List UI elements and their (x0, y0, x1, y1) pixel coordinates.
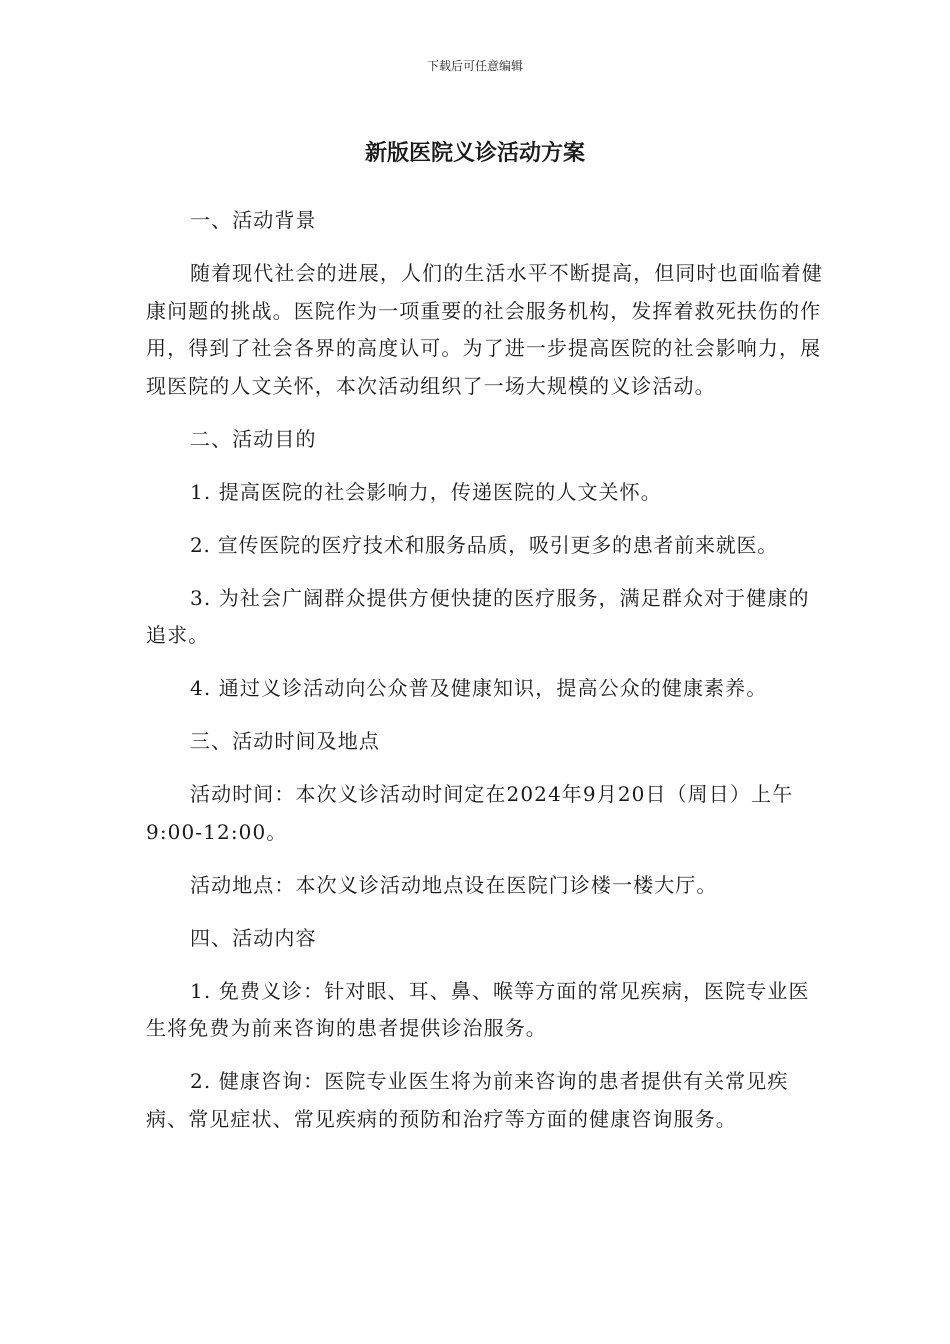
document-body (146, 202, 826, 1154)
background-paragraph: 随着现代社会的进展，人们的生活水平不断提高，但同时也面临着健康问题的挑战。医院作为一项重要的社会服务机构，发挥着救死扶伤的作用，得到了社会各界的高度认可。为了进一步提高医院的社会影响力，展现医院的人文关怀，本次活动组织了一场大规模的义诊活动。 (146, 261, 823, 398)
section-heading-time-place: 三、活动时间及地点 (190, 729, 380, 753)
activity-time-paragraph: 活动时间：本次义诊活动时间定在2024年9月20日（周日）上午9:00-12:00。 (146, 782, 794, 844)
purpose-item: 1. 提高医院的社会影响力，传递医院的人文关怀。 (190, 479, 662, 504)
content-item: 2. 健康咨询：医院专业医生将为前来咨询的患者提供有关常见疾病、常见症状、常见疾病的预防和治疗等方面的健康咨询服务。 (146, 1069, 789, 1131)
purpose-item: 4. 通过义诊活动向公众普及健康知识，提高公众的健康素养。 (190, 676, 768, 700)
purpose-item: 2. 宣传医院的医疗技术和服务品质，吸引更多的患者前来就医。 (190, 532, 778, 557)
purpose-item: 3. 为社会广阔群众提供方便快捷的医疗服务，满足群众对于健康的追求。 (146, 585, 810, 647)
header-note: 下载后可任意编辑 (426, 59, 523, 73)
section-heading-background: 一、活动背景 (190, 208, 317, 232)
document-title: 新版医院义诊活动方案 (364, 141, 585, 166)
content-item: 1. 免费义诊：针对眼、耳、鼻、喉等方面的常见疾病，医院专业医生将免费为前来咨询的患者提供诊治服务。 (146, 978, 810, 1040)
activity-place-paragraph: 活动地点：本次义诊活动地点设在医院门诊楼一楼大厅。 (190, 872, 718, 897)
section-heading-content: 四、活动内容 (190, 925, 317, 950)
section-heading-purpose: 二、活动目的 (190, 426, 317, 451)
